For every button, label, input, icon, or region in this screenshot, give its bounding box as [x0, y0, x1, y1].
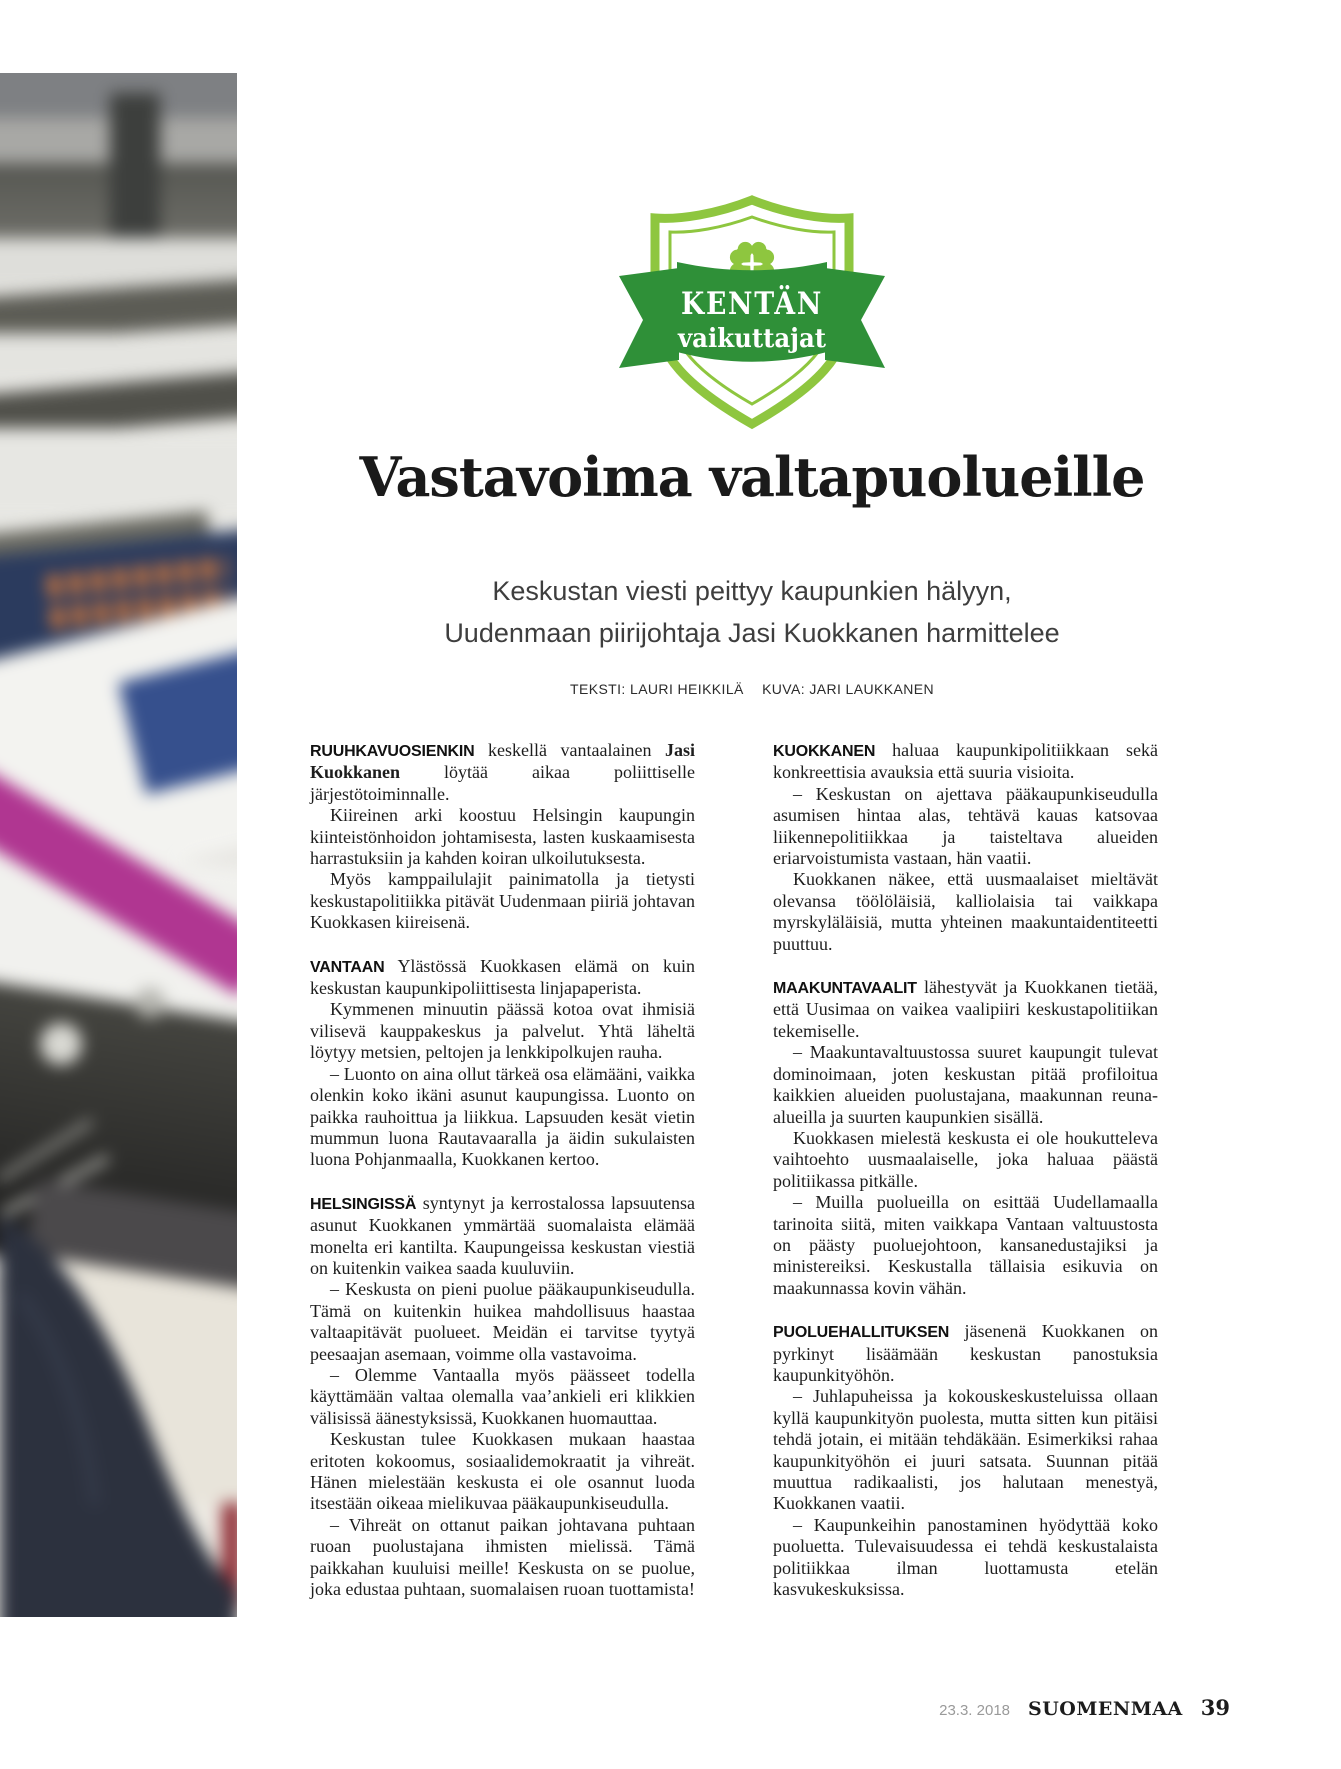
article-subtitle	[237, 570, 1267, 654]
text-run: – Olemme Vantaalla myös päässeet todella käyttämään valtaa olemalla vaa’ankieli eri klikkien välisissä äänestyksissä, Kuokkanen huomauttaa.	[310, 1364, 695, 1428]
byline-text-credit: TEKSTI: LAURI HEIKKILÄ	[570, 681, 744, 697]
left-column	[310, 740, 695, 1600]
section-lead-paragraph	[773, 740, 1158, 784]
text-run: – Juhlapuheissa ja kokouskeskusteluissa ollaan kyllä kaupunkityön puolesta, mutta sitten kun pitäisi tehdä jotain, ei mitään tehdäkään. Esimerkiksi rahaa kaupunkityöhön ei juuri satsata. Suunnan pitää muuttua radikaalisti, jos halutaan menestyä, Kuokkanen vaatii.	[773, 1386, 1158, 1514]
text-run: Kymmenen minuutin päässä kotoa ovat ihmisiä vilisevä kauppakeskus ja palvelut. Yhtä läheltä löytyy metsien, peltojen ja lenkkipolkujen rauha.	[310, 999, 695, 1063]
subtitle-line-1: Keskustan viesti peittyy kaupunkien hälyyn,	[492, 576, 1012, 606]
photo-bokeh	[40, 1023, 82, 1065]
kentan-vaikuttajat-badge	[617, 192, 887, 442]
photo-post	[110, 93, 160, 253]
text-run: Kuokkanen näkee, että uusmaalaiset mieltävät olevansa töölöläisiä, kalliolaisia tai vaikkapa myrskyläläisiä, mutta yhteinen maakuntaidentiteetti puuttuu.	[773, 869, 1158, 954]
paragraph	[773, 784, 1158, 870]
byline	[237, 681, 1267, 697]
text-run: – Muilla puolueilla on esittää Uudellamaalla tarinoita siitä, miten vaikkapa Vantaan valtuustosta on päästy puoluejohtoon, kansanedustajiksi ja ministereiksi. Keskustalla tällaisia esikuvia on maakunnassa kovin vähän.	[773, 1192, 1158, 1298]
text-run: haluaa kaupunkipolitiikkaan sekä konkreettisia avauksia että suuria visioita.	[773, 740, 1158, 783]
text-run: Keskustan tulee Kuokkasen mukaan haastaa eritoten kokoomus, sosiaalidemokraatit ja vihreät. Hänen mielestään keskusta ei ole osannut luoda itsestään oikeaa mielikuvaa pääkaupunkiseudulla.	[310, 1429, 695, 1514]
article-body	[310, 740, 1158, 1600]
section-lead-paragraph	[773, 1321, 1158, 1386]
paragraph	[310, 869, 695, 933]
text-run: syntynyt ja kerrostalossa lapsuutensa asunut Kuokkanen ymmärtää suomalaista elämää monelta eri kantilta. Kaupungeissa keskustan viestiä on kuitenkin vaikea saada kuuluviin.	[310, 1192, 695, 1278]
text-run: Myös kamppailulajit painimatolla ja tietysti keskustapolitiikka pitävät Uudenmaan piiriä johtavan Kuokkasen kiireisenä.	[310, 869, 695, 933]
section-lead-paragraph	[310, 740, 695, 805]
paragraph	[773, 1386, 1158, 1514]
section-lead-word: PUOLUEHALLITUKSEN	[773, 1324, 950, 1342]
paragraph	[773, 1192, 1158, 1299]
text-run: löytää aikaa poliittiselle järjestötoiminnalle.	[310, 762, 695, 804]
paragraph	[310, 1515, 695, 1601]
text-run: Kiireinen arki koostuu Helsingin kaupungin kiinteistönhoidon johtamisesta, lasten kuskaamisesta harrastuksiin ja kahden koiran ulkoilutuksesta.	[310, 805, 695, 869]
badge-line2: vaikuttajat	[677, 324, 826, 354]
text-run: jäsenenä Kuokkanen on pyrkinyt lisäämään keskustan panostuksia kaupunkityöhön.	[773, 1321, 1158, 1385]
byline-photo-credit: KUVA: JARI LAUKKANEN	[762, 681, 934, 697]
photo-light-band	[0, 428, 237, 523]
right-column	[773, 740, 1158, 1600]
paragraph	[773, 1128, 1158, 1192]
section-lead-word: HELSINGISSÄ	[310, 1195, 417, 1213]
magazine-name: SUOMENMAA	[1028, 1698, 1183, 1720]
text-run: keskellä vantaalainen	[474, 740, 665, 760]
article-title: Vastavoima valtapuolueille	[359, 445, 1145, 509]
page-number: 39	[1200, 1695, 1230, 1720]
paragraph	[310, 1365, 695, 1429]
paragraph	[310, 1279, 695, 1365]
text-run: – Luonto on aina ollut tärkeä osa elämääni, vaikka olenkin koko ikäni asunut kaupungissa. Luonto on paikka rauhoittua ja liikkua. Lapsuuden kesät vietin mummun luona Rautavaaralla ja äidin sukulaisten luona Pohjanmaalla, Kuokkanen kertoo.	[310, 1063, 695, 1170]
section-lead-word: RUUHKAVUOSIENKIN	[310, 743, 475, 760]
paragraph	[773, 869, 1158, 955]
paragraph	[310, 1064, 695, 1171]
text-run: lähestyvät ja Kuokkanen tietää, että Uusimaa on vaikea vaalipiiri keskustapolitiikan tekemiselle.	[773, 977, 1158, 1041]
paragraph	[310, 999, 695, 1063]
text-run: Ylästössä Kuokkasen elämä on kuin keskustan kaupunkipoliittisesta linjapaperista.	[310, 955, 695, 999]
paragraph	[773, 1515, 1158, 1601]
text-run: – Vihreät on ottanut paikan johtavana puhtaan ruoan puolustajana ihmisten mielissä. Tämä paikkahan kuuluisi meille! Keskusta on se puolue, joka edustaa puhtaan, suomalaisen ruoan tuottamista!	[310, 1514, 695, 1600]
section-lead-paragraph	[773, 977, 1158, 1042]
photo-light-band	[0, 238, 237, 288]
section-lead-word: VANTAAN	[310, 958, 385, 976]
text-run: – Keskusta on pieni puolue pääkaupunkiseudulla. Tämä on kuitenkin huikea mahdollisuus haastaa valtaapitävät puolueet. Meidän ei tarvitse tyytyä peesaajan asemaan, voimme olla vastavoima.	[310, 1279, 695, 1364]
subtitle-line-2: Uudenmaan piirijohtaja Jasi Kuokkanen harmittelee	[444, 618, 1060, 648]
photo-bokeh	[135, 988, 165, 1018]
paragraph	[310, 1429, 695, 1515]
issue-date: 23.3. 2018	[939, 1702, 1011, 1719]
photo-blur-layers	[0, 73, 237, 1617]
text-run: – Keskustan on ajettava pääkaupunkiseudulla asumisen hintaa alas, tehtävä kauas katsovaa liikennepolitiikkaa ja taisteltava alueiden eriarvoistumista vastaan, hän vaatii.	[773, 783, 1158, 869]
text-run: – Maakuntavaltuustossa suuret kaupungit tulevat dominoimaan, joten keskustan pitää profiloitua kaikkien alueiden puolustajana, maakunnan reuna-alueilla ja suurten kaupunkien sisällä.	[773, 1042, 1158, 1127]
section-lead-word: MAAKUNTAVAALIT	[773, 980, 917, 998]
photo-person-shoulder	[0, 1205, 237, 1617]
paragraph	[773, 1042, 1158, 1128]
page-footer	[939, 1695, 1230, 1720]
section-lead-paragraph	[310, 1193, 695, 1280]
ribbon-right-tail	[825, 268, 885, 368]
badge-line1: KENTÄN	[681, 286, 846, 322]
section-lead-word: KUOKKANEN	[773, 743, 876, 760]
ribbon-left-tail	[619, 268, 679, 368]
text-run: Kuokkasen mielestä keskusta ei ole houkutteleva vaihtoehto uusmaalaiselle, joka haluaa päästä politiikassa pitkälle.	[773, 1127, 1158, 1191]
text-run: – Kaupunkeihin panostaminen hyödyttää koko puoluetta. Tulevaisuudessa ei tehdä keskustalaista politiikkaa ilman luottamusta etelän kasvukeskuksissa.	[773, 1514, 1158, 1600]
bold-name: Jasi Kuokkanen	[310, 740, 695, 783]
station-photo	[0, 73, 237, 1617]
section-lead-paragraph	[310, 956, 695, 1000]
paragraph	[310, 805, 695, 869]
